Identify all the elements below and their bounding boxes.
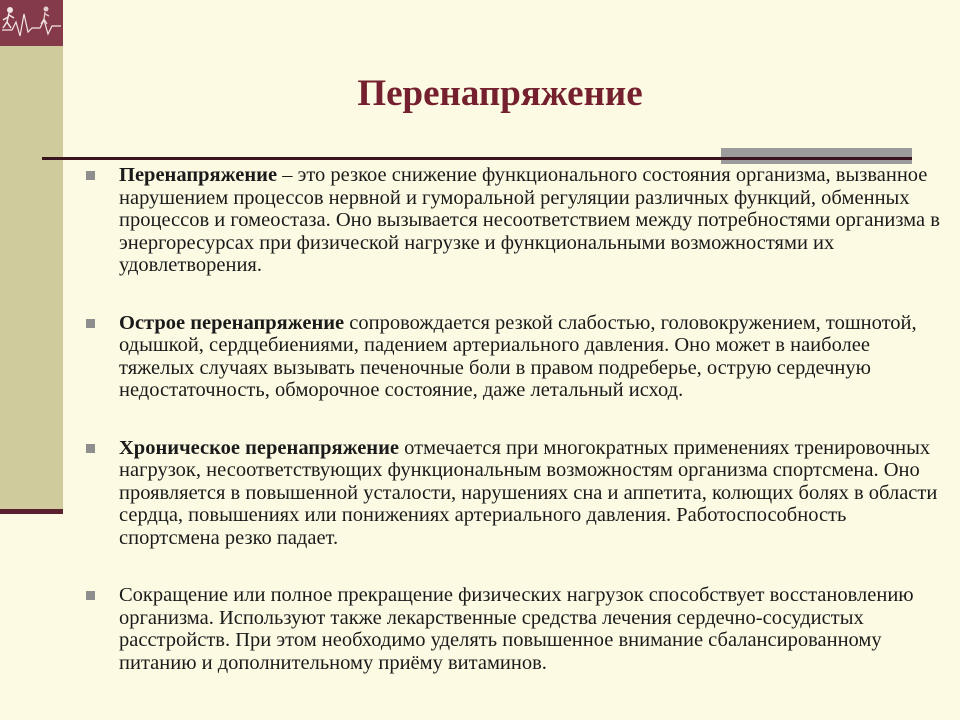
bullet-lead: Хроническое перенапряжение xyxy=(119,436,400,459)
bullet-list xyxy=(86,160,946,674)
bullet-text: – это резкое снижение функционального состояния организма, вызванное нарушением процессов нервной и гуморальной регуляции различных функций, обменных процессов и гомеостаза. Оно вызывается несоответствием между потребностями организма в энергоресурсах при физической нагрузке и функциональными возможностями их удовлетворения. xyxy=(119,164,940,276)
square-bullet-icon xyxy=(86,591,95,600)
bullet-lead: Перенапряжение xyxy=(119,164,278,186)
left-decorative-band xyxy=(0,46,63,509)
left-band-divider xyxy=(0,509,63,514)
bullet-text: сопровождается резкой слабостью, головокружением, тошнотой, одышкой, сердцебиениями, падением артериального давления. Оно может в наиболее тяжелых случаях вызывать печеночные боли в правом подреберье, острую сердечную недостаточность, обморочное состояние, даже летальный исход. xyxy=(119,311,917,401)
bullet-lead: Острое перенапряжение xyxy=(119,311,345,334)
square-bullet-icon xyxy=(86,444,95,453)
square-bullet-icon xyxy=(86,319,95,328)
bullet-text: отмечается при многократных применениях тренировочных нагрузок, несоответствующих функциональным возможностям организма спортсмена. Оно проявляется в повышенной усталости, нарушениях сна и аппетита, колющих болях в области сердца, повышениях или понижениях артериального давления. Работоспособность спортсмена резко падает. xyxy=(119,436,938,549)
bullet-item-chronic xyxy=(86,437,946,550)
logo-image xyxy=(0,0,63,46)
slide-title: Перенапряжение xyxy=(357,73,643,114)
bullet-item-definition xyxy=(86,164,946,277)
bullet-item-recovery xyxy=(86,584,946,674)
square-bullet-icon xyxy=(86,171,95,180)
runner-ecg-icon xyxy=(0,0,63,46)
bullet-item-acute xyxy=(86,312,946,402)
bullet-text: Сокращение или полное прекращение физических нагрузок способствует восстановлению организма. Используют также лекарственные средства лечения сердечно-сосудистых расстройств. При этом необходимо уделять повышенное внимание сбалансированному питанию и дополнительному приёму витаминов. xyxy=(119,584,914,674)
